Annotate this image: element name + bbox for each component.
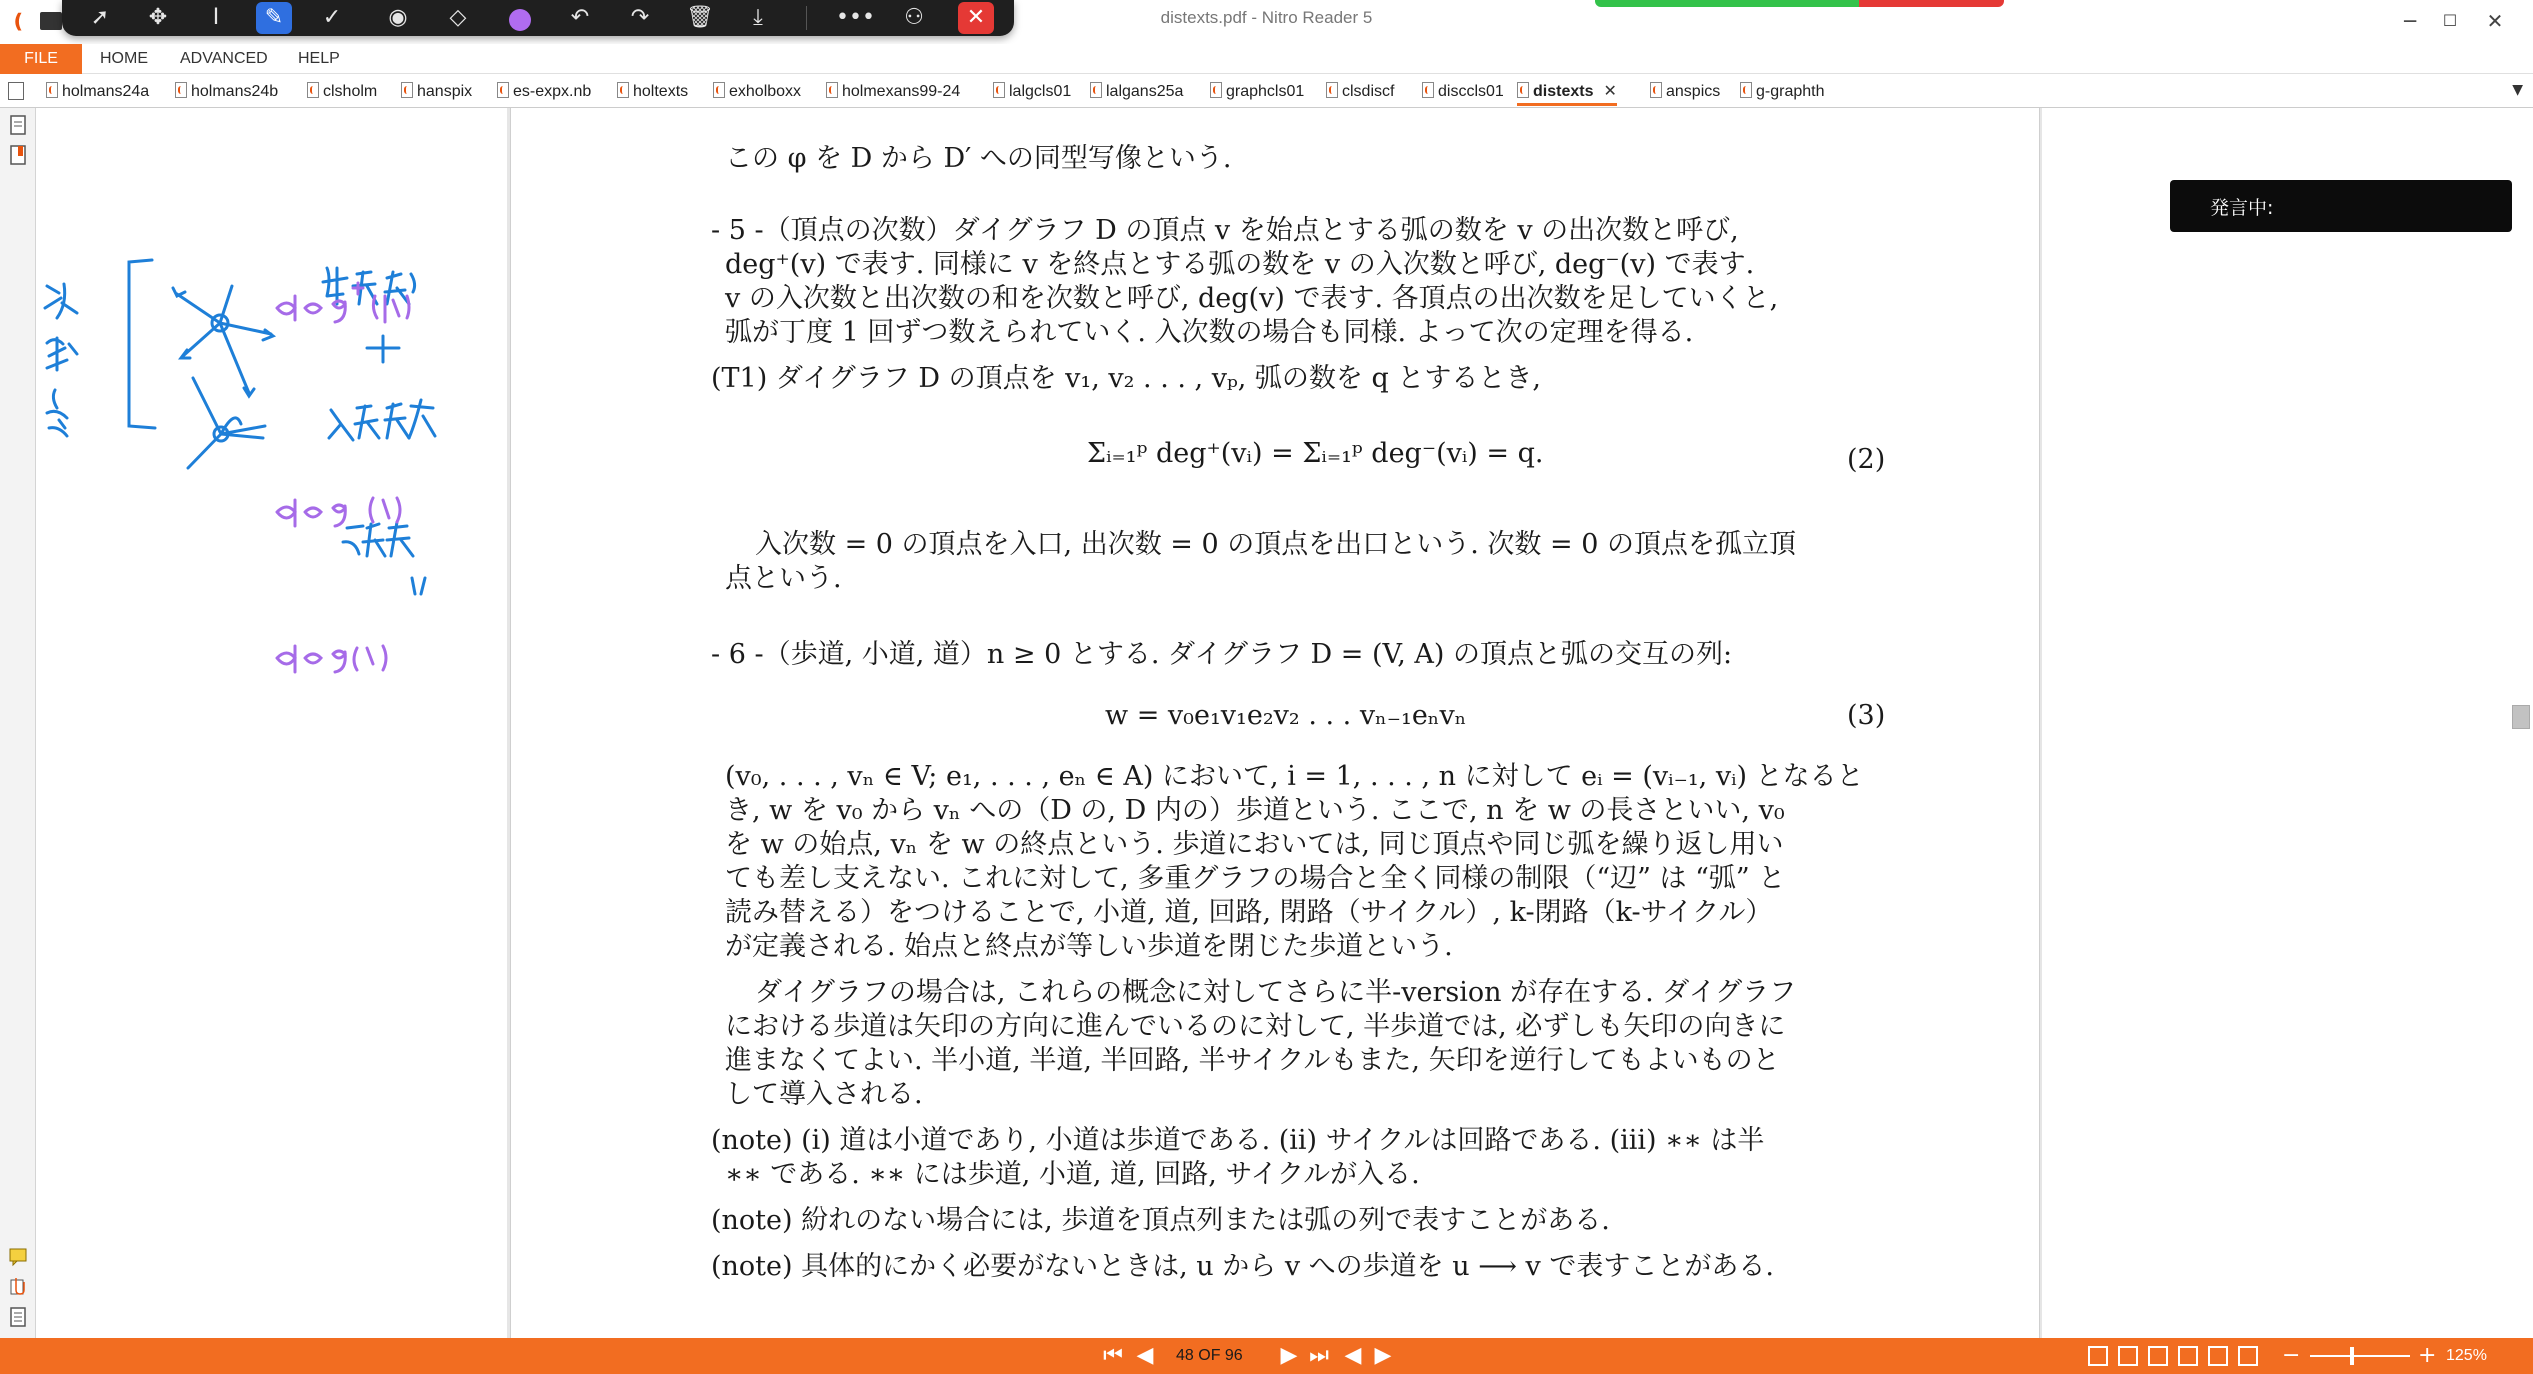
zoom-in-button[interactable]: + bbox=[2418, 1343, 2437, 1368]
layers-panel-icon[interactable] bbox=[8, 1306, 28, 1328]
text-line: ても差し支えない. これに対して, 多重グラフの場合と全く同様の制限（“辺” は “弧” と bbox=[725, 863, 1786, 894]
note-2: (note) 紛れのない場合には, 歩道を頂点列または弧の列で表すことがある. bbox=[711, 1205, 1610, 1236]
tab-help[interactable]: HELP bbox=[298, 50, 340, 67]
text-line: 弧が丁度 1 回ずつ数えられていく. 入次数の場合も同様. よって次の定理を得る. bbox=[725, 317, 1694, 348]
tab-file[interactable]: FILE bbox=[0, 44, 82, 74]
doc-tab-label: clsholm bbox=[323, 83, 378, 100]
doc-tab-hanspix[interactable] bbox=[401, 78, 472, 106]
text-line: して導入される. bbox=[725, 1079, 923, 1110]
redo-icon[interactable]: ↷ bbox=[630, 5, 650, 30]
comments-panel-icon[interactable] bbox=[8, 1246, 28, 1268]
doc-tab-graphcls01[interactable] bbox=[1210, 78, 1304, 106]
note-3: (note) 具体的にかく必要がないときは, u から v への歩道を u ⟶ v で表すことがある. bbox=[711, 1251, 1774, 1282]
minimize-button[interactable]: ─ bbox=[2403, 9, 2417, 33]
continuous-view-icon[interactable] bbox=[2118, 1346, 2138, 1366]
close-window-button[interactable]: ✕ bbox=[2486, 9, 2504, 33]
pdf-file-icon bbox=[713, 82, 725, 98]
text-line: v の入次数と出次数の和を次数と呼び, deg(v) で表す. 各頂点の出次数を足していくと, bbox=[725, 283, 1779, 314]
text-line: 読み替える）をつけることで, 小道, 道, 回路, 閉路（サイクル）, k-閉路（k-サイクル） bbox=[725, 897, 1773, 928]
doc-tab-label: es-expx.nb bbox=[513, 83, 592, 100]
note-1: (note) (i) 道は小道であり, 小道は歩道である. (ii) サイクルは回路である. (iii) ∗∗ は半 bbox=[711, 1125, 1765, 1156]
doc-tab-label: lalgans25a bbox=[1106, 83, 1184, 100]
text-line: この φ を D から D′ への同型写像という. bbox=[725, 143, 1232, 174]
doc-tab-exholboxx[interactable] bbox=[713, 78, 801, 106]
share-people-icon[interactable]: ⚇ bbox=[904, 5, 924, 30]
equation-3-number: (3) bbox=[1847, 700, 1886, 731]
scrollbar-thumb[interactable] bbox=[2512, 705, 2530, 729]
section-5-heading: - 5 -（頂点の次数）ダイグラフ D の頂点 v を始点とする弧の数を v の出次数と呼び, bbox=[711, 215, 1739, 246]
side-note-ink bbox=[45, 260, 273, 468]
download-icon[interactable]: ⤓ bbox=[753, 5, 763, 30]
pen-icon[interactable]: ✎ bbox=[256, 2, 292, 34]
pdf-file-icon bbox=[1326, 82, 1338, 98]
text-line: (v₀, . . . , vₙ ∈ V; e₁, . . . , eₙ ∈ A) において, i = 1, . . . , n に対して eᵢ = (vᵢ₋₁, vᵢ) となると bbox=[725, 761, 1864, 792]
recording-progress-red bbox=[1859, 0, 2004, 7]
pdf-file-icon bbox=[1210, 82, 1222, 98]
right-margin[interactable] bbox=[2042, 108, 2533, 1338]
first-page-icon[interactable]: ⏮ bbox=[1103, 1343, 1123, 1368]
doc-tab-anspics[interactable] bbox=[1650, 78, 1720, 106]
next-page-icon[interactable]: ▶ bbox=[1280, 1343, 1298, 1368]
pdf-file-icon bbox=[1517, 82, 1529, 98]
text-line: が定義される. 始点と終点が等しい歩道を閉じた歩道という. bbox=[725, 931, 1453, 962]
doc-tab-label: clsdiscf bbox=[1342, 83, 1395, 100]
zoom-slider-thumb[interactable] bbox=[2350, 1347, 2354, 1365]
doc-tab-label: anspics bbox=[1666, 83, 1721, 100]
maximize-button[interactable]: ☐ bbox=[2442, 11, 2458, 30]
pdf-page[interactable] bbox=[510, 108, 2040, 1338]
window-title: distexts.pdf - Nitro Reader 5 bbox=[1160, 8, 1373, 27]
doc-tab-label: holmans24b bbox=[191, 83, 279, 100]
stamp-icon[interactable]: ◉ bbox=[388, 5, 408, 30]
doc-tab-es-expx[interactable] bbox=[497, 78, 591, 106]
text-line: 進まなくてよい. 半小道, 半道, 半回路, 半サイクルもまた, 矢印を逆行してもよいものと bbox=[725, 1045, 1780, 1076]
doc-tab-lalgcls01[interactable] bbox=[993, 78, 1071, 106]
zoom-slider[interactable] bbox=[2310, 1355, 2410, 1357]
status-bar bbox=[0, 1338, 2533, 1374]
bookmarks-panel-icon[interactable] bbox=[8, 144, 28, 166]
zoom-out-button[interactable]: − bbox=[2282, 1343, 2301, 1368]
speaking-label: 発言中: bbox=[2210, 197, 2274, 219]
doc-tab-holmans24a[interactable] bbox=[46, 78, 149, 106]
pdf-file-icon bbox=[46, 82, 58, 98]
theorem-t1: (T1) ダイグラフ D の頂点を v₁, v₂ . . . , vₚ, 弧の数を q とするとき, bbox=[711, 363, 1541, 394]
text-line: における歩道は矢印の方向に進んでいるのに対して, 半歩道では, 必ずしも矢印の向きに bbox=[725, 1011, 1786, 1042]
recording-progress-green bbox=[1595, 0, 1859, 7]
text-line: deg⁺(v) で表す. 同様に v を終点とする弧の数を v の入次数と呼び, deg⁻(v) で表す. bbox=[725, 249, 1755, 280]
fit-width-icon[interactable] bbox=[2208, 1346, 2228, 1366]
page-number-field[interactable]: 48 OF 96 bbox=[1176, 1347, 1243, 1364]
pdf-file-icon bbox=[175, 82, 187, 98]
pdf-file-icon bbox=[617, 82, 629, 98]
document-tabs-bar bbox=[0, 74, 2533, 108]
doc-tab-holmexans99-24[interactable] bbox=[826, 78, 960, 106]
more-options-icon[interactable]: ••• bbox=[836, 5, 875, 30]
equation-2-number: (2) bbox=[1847, 444, 1886, 475]
doc-tab-label: disccls01 bbox=[1438, 83, 1504, 100]
next-view-icon[interactable]: ▶ bbox=[1374, 1343, 1392, 1368]
doc-tab-label: holmexans99-24 bbox=[842, 83, 961, 100]
section-6-heading: - 6 -（歩道, 小道, 道）n ≥ 0 とする. ダイグラフ D = (V, A) の頂点と弧の交互の列: bbox=[711, 639, 1733, 670]
doc-tab-label: hanspix bbox=[417, 83, 473, 100]
tab-home[interactable]: HOME bbox=[100, 50, 148, 67]
doc-tab-disccls01[interactable] bbox=[1422, 78, 1504, 106]
text-line: 点という. bbox=[725, 563, 842, 594]
text-line: 入次数 = 0 の頂点を入口, 出次数 = 0 の頂点を出口という. 次数 = 0 の頂点を孤立頂 bbox=[755, 529, 1796, 560]
pdf-file-icon bbox=[826, 82, 838, 98]
text-line: を w の始点, vₙ を w の終点という. 歩道においては, 同じ頂点や同じ弧を繰り返し用い bbox=[725, 829, 1784, 860]
purple-color-swatch bbox=[509, 9, 531, 31]
eraser-icon[interactable]: ◇ bbox=[449, 5, 467, 30]
select-arrow-icon[interactable]: ➚ bbox=[90, 5, 110, 30]
document-canvas[interactable] bbox=[37, 108, 2533, 1338]
pdf-file-icon bbox=[1740, 82, 1752, 98]
doc-tab-label: graphcls01 bbox=[1226, 83, 1305, 100]
pdf-file-icon bbox=[307, 82, 319, 98]
fit-page-icon[interactable] bbox=[2238, 1346, 2258, 1366]
doc-tab-lalgans25a[interactable] bbox=[1090, 78, 1183, 106]
check-icon[interactable]: ✓ bbox=[322, 5, 342, 30]
doc-tab-label: g-graphth bbox=[1756, 83, 1825, 100]
doc-tab-distexts[interactable] bbox=[1517, 78, 1617, 106]
last-page-icon[interactable]: ⏭ bbox=[1309, 1343, 1329, 1368]
text-line: ∗∗ である. ∗∗ には歩道, 小道, 道, 回路, サイクルが入る. bbox=[725, 1159, 1420, 1190]
tabs-overflow-chevron-icon[interactable]: ▼ bbox=[2512, 82, 2523, 98]
pdf-file-icon bbox=[1090, 82, 1102, 98]
pan-move-icon[interactable]: ✥ bbox=[148, 5, 168, 30]
doc-tab-label: holtexts bbox=[633, 83, 689, 100]
text-cursor-icon[interactable]: I bbox=[212, 5, 220, 30]
tabs-list-icon[interactable] bbox=[8, 82, 24, 100]
doc-tab-label: distexts bbox=[1533, 83, 1594, 100]
pdf-file-icon bbox=[993, 82, 1005, 98]
text-line: き, w を v₀ から vₙ への（D の, D 内の）歩道という. ここで, n を w の長さといい, v₀ bbox=[725, 795, 1785, 826]
nitro-logo-icon: ❪ bbox=[10, 9, 27, 33]
facing-view-icon[interactable] bbox=[2148, 1346, 2168, 1366]
ribbon-menu bbox=[0, 44, 2533, 74]
undo-icon[interactable]: ↶ bbox=[570, 5, 590, 30]
pdf-file-icon bbox=[1422, 82, 1434, 98]
doc-tab-holmans24b[interactable] bbox=[175, 78, 278, 106]
doc-tab-holtexts[interactable] bbox=[617, 78, 688, 106]
doc-tab-g-graphth[interactable] bbox=[1740, 78, 1825, 106]
previous-page-icon[interactable]: ◀ bbox=[1136, 1343, 1154, 1368]
speaking-indicator bbox=[2170, 180, 2512, 232]
purple-ink bbox=[277, 283, 409, 672]
left-sidebar bbox=[0, 108, 36, 1338]
pages-panel-icon[interactable] bbox=[8, 114, 28, 136]
ink-toolbar bbox=[62, 0, 1014, 36]
zoom-level[interactable]: 125% bbox=[2446, 1347, 2487, 1364]
pdf-file-icon bbox=[401, 82, 413, 98]
close-tab-icon[interactable]: ✕ bbox=[1603, 83, 1617, 100]
toolbar-separator bbox=[806, 6, 807, 30]
doc-tab-label: lalgcls01 bbox=[1009, 83, 1072, 100]
color-picker-button[interactable] bbox=[502, 2, 538, 34]
doc-tab-label: exholboxx bbox=[729, 83, 802, 100]
delete-trash-icon[interactable]: 🗑 bbox=[686, 5, 714, 30]
pdf-file-icon bbox=[497, 82, 509, 98]
text-line: ダイグラフの場合は, これらの概念に対してさらに半-version が存在する. ダイグラフ bbox=[755, 977, 1797, 1008]
doc-tab-clsdiscf[interactable] bbox=[1326, 78, 1394, 106]
pdf-file-icon bbox=[1650, 82, 1662, 98]
handwritten-ink-annotations bbox=[37, 108, 507, 1338]
equation-2: Σᵢ₌₁ᵖ deg⁺(vᵢ) = Σᵢ₌₁ᵖ deg⁻(vᵢ) = q. bbox=[1087, 438, 1544, 469]
doc-tab-label: holmans24a bbox=[62, 83, 150, 100]
attachments-panel-icon[interactable] bbox=[8, 1276, 28, 1298]
facing-continuous-view-icon[interactable] bbox=[2178, 1346, 2198, 1366]
single-page-view-icon[interactable] bbox=[2088, 1346, 2108, 1366]
doc-tab-clsholm[interactable] bbox=[307, 78, 377, 106]
previous-view-icon[interactable]: ◀ bbox=[1344, 1343, 1362, 1368]
equation-3: w = v₀e₁v₁e₂v₂ . . . vₙ₋₁eₙvₙ bbox=[1105, 700, 1467, 731]
close-toolbar-icon[interactable]: ✕ bbox=[958, 2, 994, 34]
tab-advanced[interactable]: ADVANCED bbox=[180, 50, 268, 67]
annotation-margin[interactable] bbox=[37, 108, 507, 1338]
